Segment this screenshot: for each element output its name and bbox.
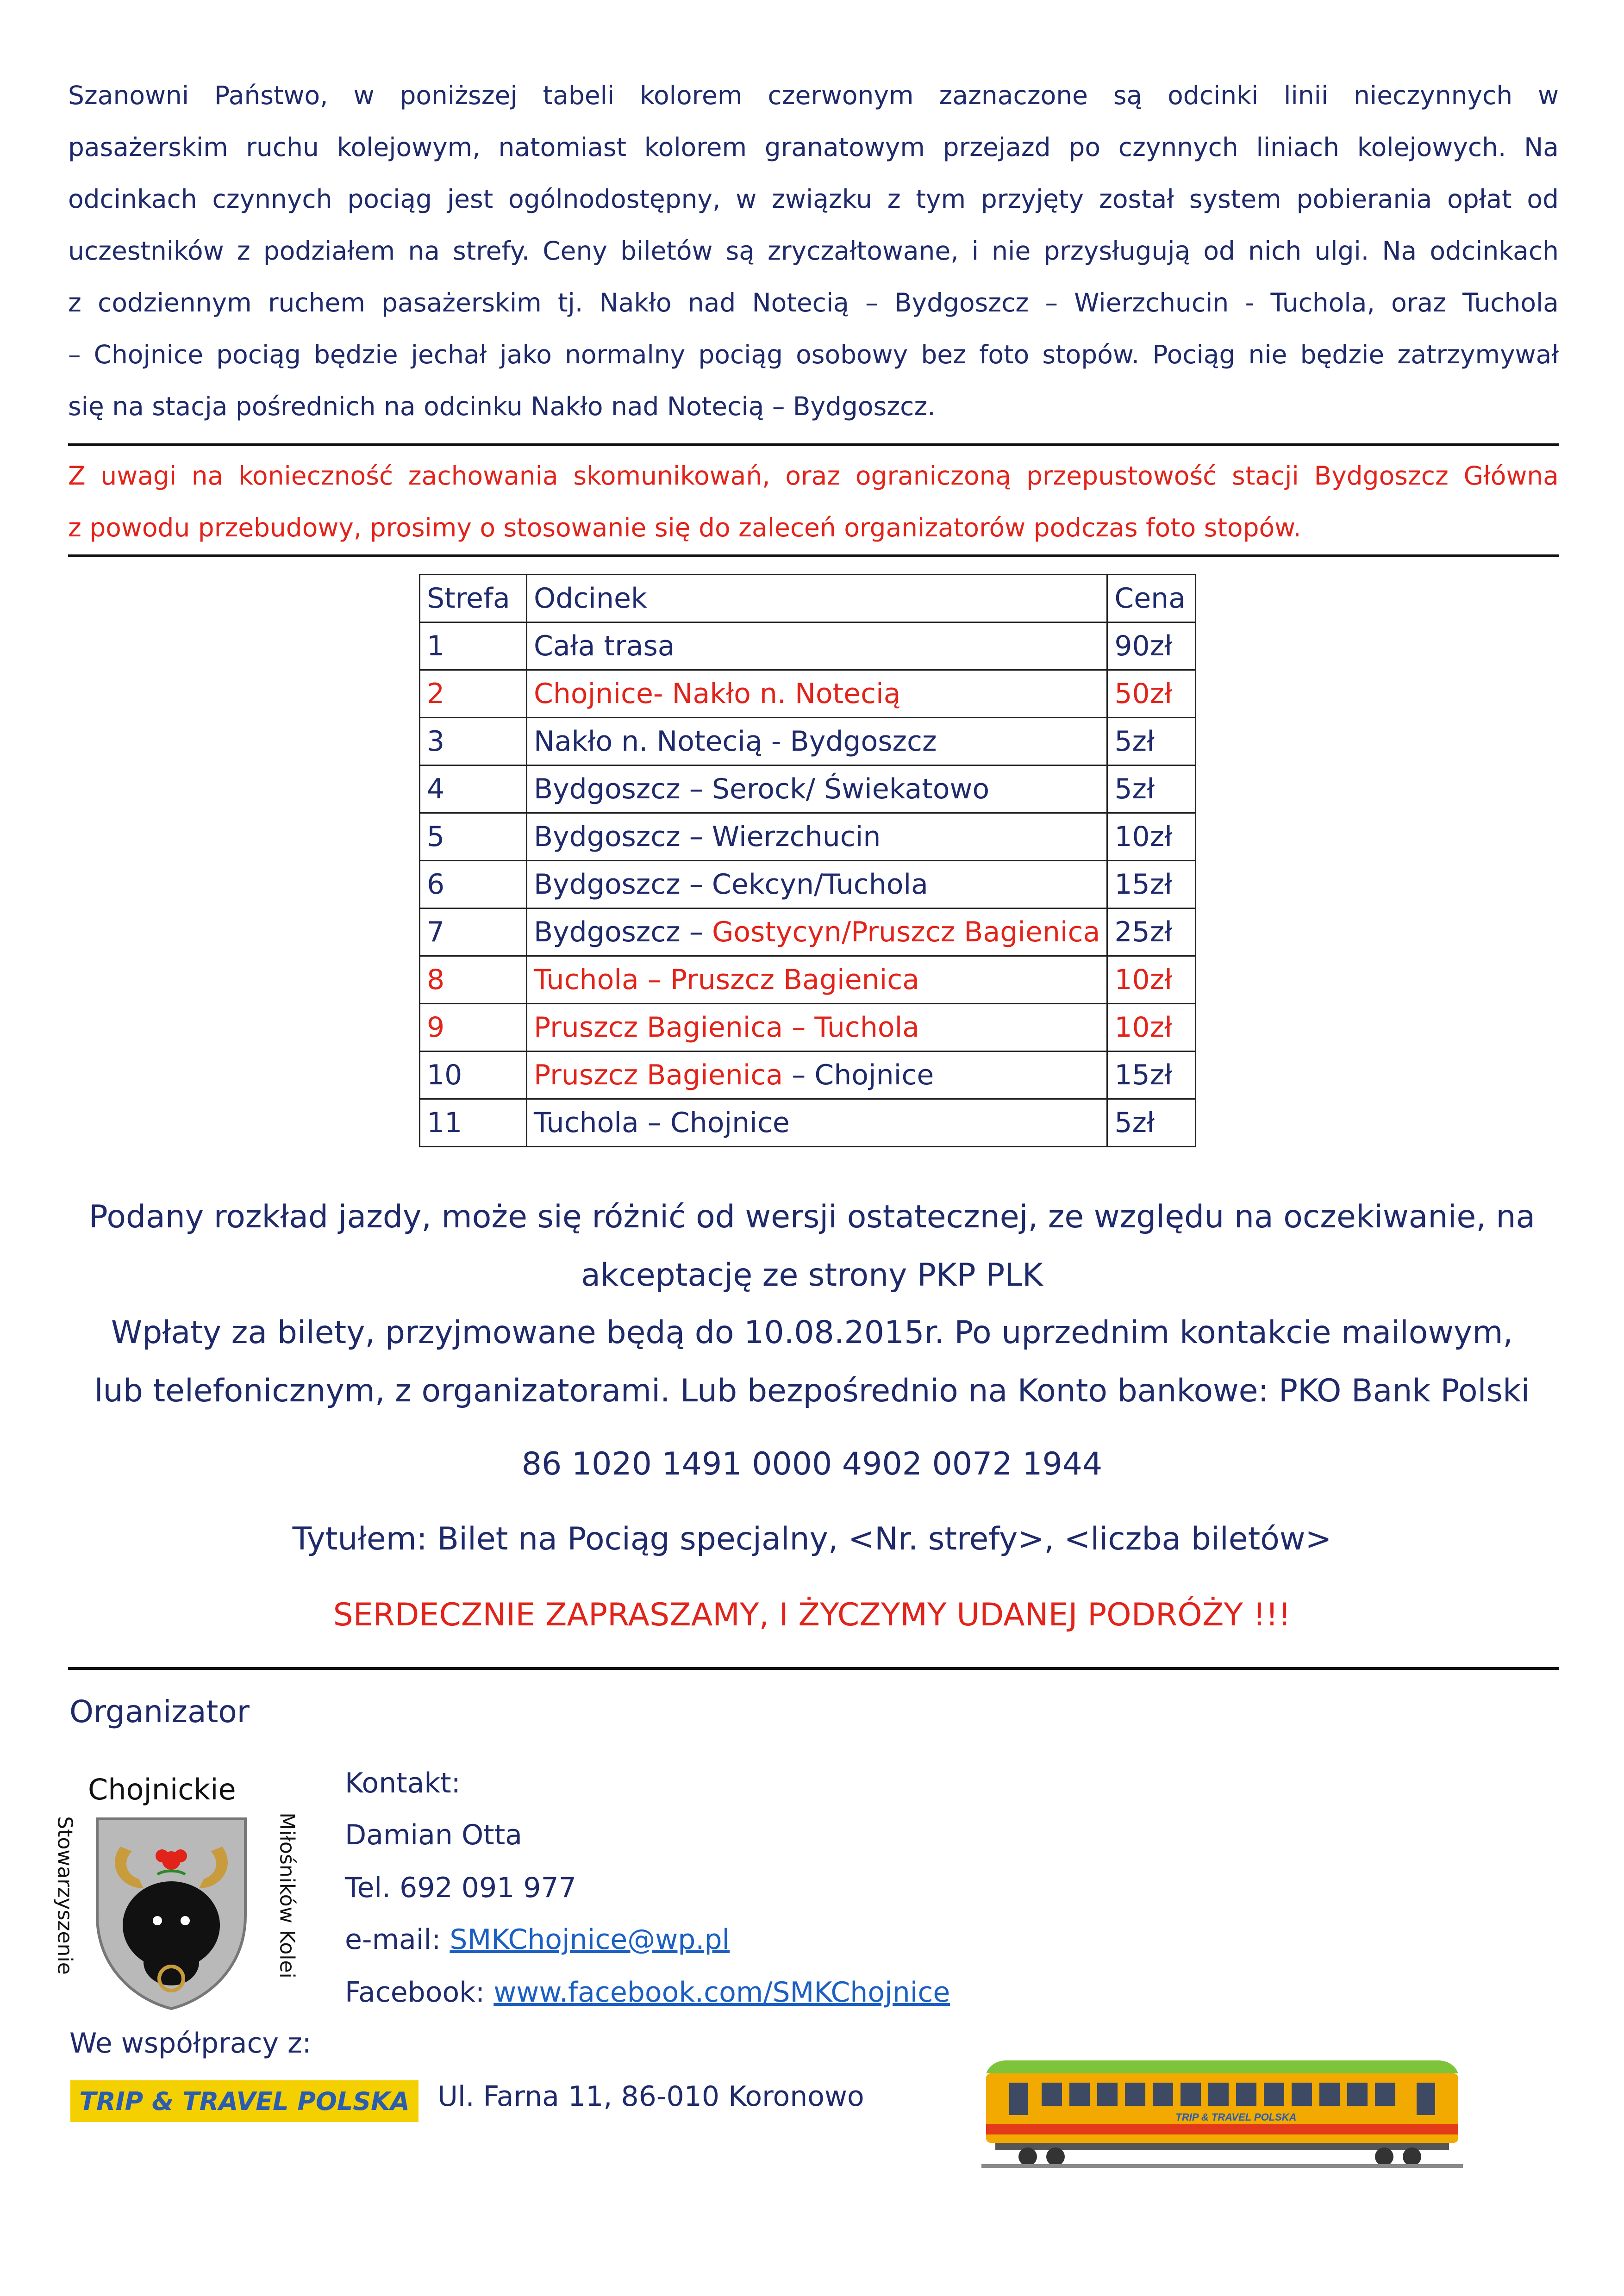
price-cell: 10zł: [1107, 956, 1196, 1004]
contact-email-row: [345, 1923, 730, 1956]
organizer-heading: Organizator: [69, 1694, 250, 1730]
zone-cell: 2: [420, 670, 527, 718]
zone-cell: 9: [420, 1004, 527, 1052]
contact-facebook-row: [345, 1976, 950, 2009]
notice-line: lub telefonicznym, z organizatorami. Lub bezpośrednio na Konto bankowe: PKO Bank Polski: [94, 1373, 1530, 1409]
partner-address: Ul. Farna 11, 86-010 Koronowo: [437, 2080, 864, 2113]
price-cell: 10zł: [1107, 1004, 1196, 1052]
table-row: [420, 1099, 1196, 1147]
zone-cell: 8: [420, 956, 527, 1004]
partner-badge-text: TRIP & TRAVEL POLSKA: [79, 2086, 410, 2116]
contact-name: Damian Otta: [345, 1819, 522, 1851]
price-cell: 5zł: [1107, 718, 1196, 765]
segment-cell: Tuchola – Pruszcz Bagienica: [527, 956, 1107, 1004]
header-zone: Strefa: [420, 575, 527, 622]
price-cell: 5zł: [1107, 1099, 1196, 1147]
segment-cell: [527, 908, 1107, 956]
intro-line: Szanowni Państwo, w poniższej tabeli kolorem czerwonym zaznaczone są odcinki linii nieczynnych w: [68, 81, 1559, 110]
zone-cell: 4: [420, 765, 527, 813]
car-caption: TRIP & TRAVEL POLSKA: [1175, 2111, 1297, 2123]
segment-cell: Tuchola – Chojnice: [527, 1099, 1107, 1147]
segment-cell: Bydgoszcz – Wierzchucin: [527, 813, 1107, 861]
header-price: Cena: [1107, 575, 1196, 622]
header-segment: Odcinek: [527, 575, 1107, 622]
table-header-row: [420, 575, 1196, 622]
segment-part: – Chojnice: [783, 1059, 934, 1091]
logo-left-text: Stowarzyszenie: [53, 1816, 77, 1975]
bank-account: 86 1020 1491 0000 4902 0072 1944: [521, 1446, 1103, 1482]
notice-line: Podany rozkład jazdy, może się różnić od wersji ostatecznej, ze względu na oczekiwanie, na: [88, 1199, 1536, 1235]
contact-phone: Tel. 692 091 977: [345, 1872, 576, 1904]
zone-cell: 7: [420, 908, 527, 956]
table-row: [420, 1052, 1196, 1099]
zone-cell: 11: [420, 1099, 527, 1147]
notice-line: Wpłaty za bilety, przyjmowane będą do 10.08.2015r. Po uprzednim kontakcie mailowym,: [111, 1314, 1513, 1351]
table-row: [420, 718, 1196, 765]
segment-cell: Nakło n. Notecią - Bydgoszcz: [527, 718, 1107, 765]
intro-line: uczestników z podziałem na strefy. Ceny biletów są zryczałtowane, i nie przysługują od nich ulgi. Na odcinkach: [68, 236, 1559, 266]
intro-line: odcinkach czynnych pociąg jest ogólnodostępny, w związku z tym przyjęty został system pobierania opłat od: [68, 184, 1559, 214]
intro-paragraph: [68, 69, 1559, 432]
table-row: [420, 670, 1196, 718]
price-cell: 5zł: [1107, 765, 1196, 813]
intro-line: pasażerskim ruchu kolejowym, natomiast kolorem granatowym przejazd po czynnych liniach kolejowych. Na: [68, 132, 1559, 162]
cooperation-label: We współpracy z:: [69, 2027, 312, 2060]
segment-cell: Cała trasa: [527, 622, 1107, 670]
table-row: [420, 956, 1196, 1004]
table-row: [420, 765, 1196, 813]
divider: [68, 443, 1559, 446]
price-cell: 10zł: [1107, 813, 1196, 861]
email-label: e-mail:: [345, 1923, 450, 1956]
segment-part: Gostycyn/Pruszcz Bagienica: [712, 916, 1100, 948]
logo-right-text: Miłośników Kolei: [275, 1812, 299, 1979]
zone-cell: 1: [420, 622, 527, 670]
contact-label: Kontakt:: [345, 1767, 461, 1799]
warning-line: z powodu przebudowy, prosimy o stosowanie się do zaleceń organizatorów podczas foto stopów.: [68, 513, 1301, 542]
intro-line: – Chojnice pociąg będzie jechał jako normalny pociąg osobowy bez foto stopów. Pociąg nie będzie zatrzymywał: [68, 340, 1559, 369]
email-link[interactable]: SMKChojnice@wp.pl: [450, 1923, 730, 1956]
table-row: [420, 908, 1196, 956]
zones-table: [419, 574, 1196, 1147]
segment-cell: [527, 1052, 1107, 1099]
segment-part: Bydgoszcz –: [534, 916, 712, 948]
table-row: [420, 861, 1196, 908]
closing-message: SERDECZNIE ZAPRASZAMY, I ŻYCZYMY UDANEJ PODRÓŻY !!!: [333, 1597, 1291, 1633]
organizer-logo: [51, 1773, 299, 2013]
zone-cell: 6: [420, 861, 527, 908]
facebook-link[interactable]: www.facebook.com/SMKChojnice: [493, 1976, 950, 2009]
price-cell: 25zł: [1107, 908, 1196, 956]
notice-line: akceptację ze strony PKP PLK: [581, 1257, 1043, 1294]
price-cell: 90zł: [1107, 622, 1196, 670]
warning-line: Z uwagi na konieczność zachowania skomunikowań, oraz ograniczoną przepustowość stacji Bydgoszcz Główna: [68, 461, 1559, 491]
table-row: [420, 1004, 1196, 1052]
bull-shield-icon: [88, 1810, 255, 2013]
intro-line: z codziennym ruchem pasażerskim tj. Nakło nad Notecią – Bydgoszcz – Wierzchucin - Tuchola, oraz Tuchola: [68, 288, 1559, 317]
table-row: [420, 813, 1196, 861]
zone-cell: 3: [420, 718, 527, 765]
segment-part: Pruszcz Bagienica: [534, 1059, 783, 1091]
transfer-title: Tytułem: Bilet na Pociąg specjalny, <Nr. strefy>, <liczba biletów>: [292, 1521, 1332, 1557]
facebook-label: Facebook:: [345, 1976, 494, 2009]
zone-cell: 5: [420, 813, 527, 861]
segment-cell: Bydgoszcz – Cekcyn/Tuchola: [527, 861, 1107, 908]
divider: [68, 1667, 1559, 1670]
divider: [68, 554, 1559, 557]
rail-car-icon: [977, 2055, 1468, 2175]
table-row: [420, 622, 1196, 670]
segment-cell: Bydgoszcz – Serock/ Świekatowo: [527, 765, 1107, 813]
intro-line: się na stacja pośrednich na odcinku Nakło nad Notecią – Bydgoszcz.: [68, 392, 936, 421]
price-cell: 15zł: [1107, 1052, 1196, 1099]
warning-paragraph: [68, 450, 1559, 554]
price-cell: 50zł: [1107, 670, 1196, 718]
logo-title: Chojnickie: [88, 1773, 236, 1806]
price-cell: 15zł: [1107, 861, 1196, 908]
segment-cell: Pruszcz Bagienica – Tuchola: [527, 1004, 1107, 1052]
zone-cell: 10: [420, 1052, 527, 1099]
segment-cell: Chojnice- Nakło n. Notecią: [527, 670, 1107, 718]
partner-badge: [70, 2080, 418, 2122]
